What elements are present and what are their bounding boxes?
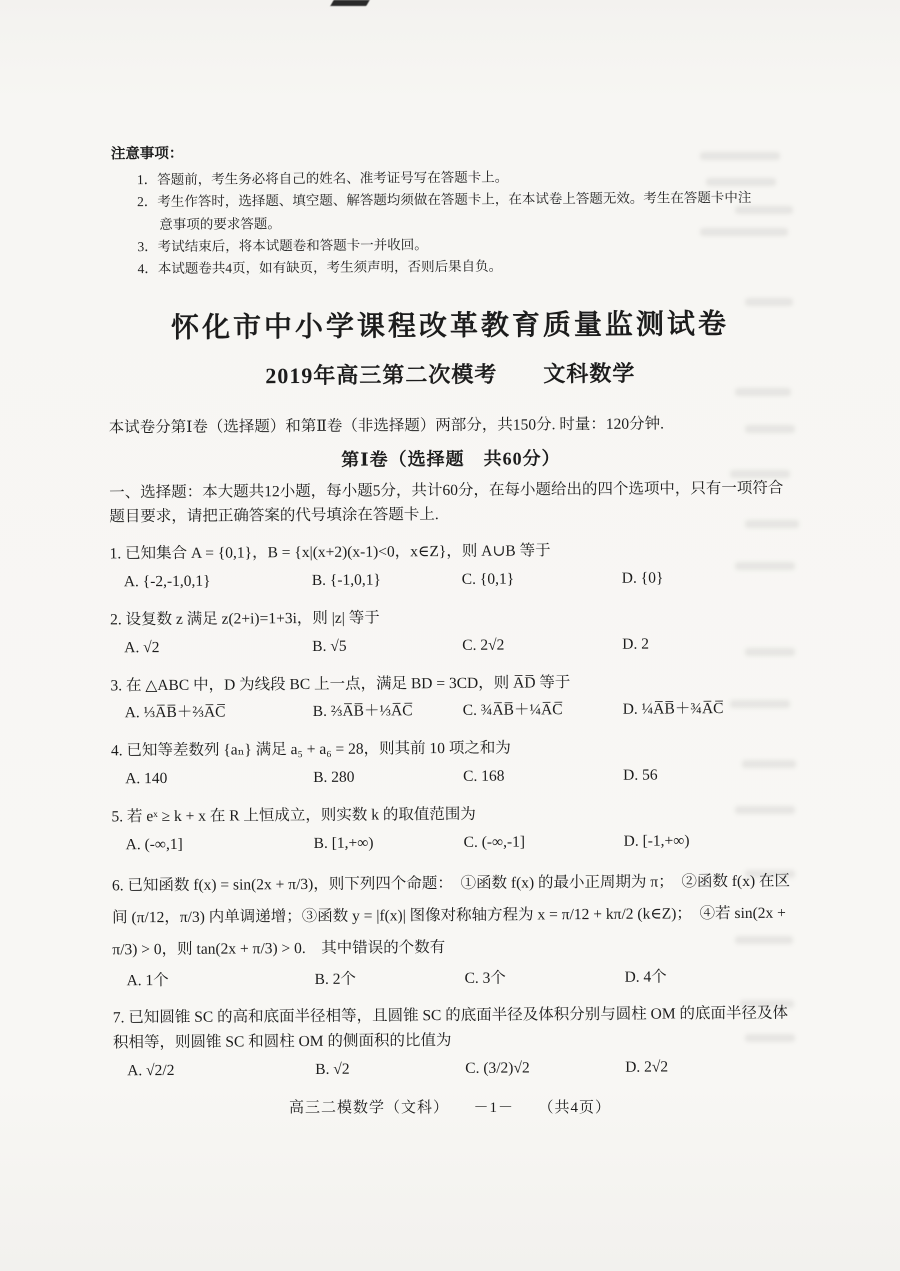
notice-item: 3．考试结束后，将本试题卷和答题卡一并收回。 <box>137 236 428 254</box>
option-b: B. 280 <box>313 768 355 786</box>
notice-items <box>137 165 758 281</box>
question-body: 设复数 z 满足 z(2+i)=1+3i，则 |z| 等于 <box>125 609 380 629</box>
question-5 <box>111 800 795 857</box>
question-options <box>126 828 796 857</box>
option-a: A. √2/2 <box>127 1061 175 1080</box>
intro-text: 本试卷分第Ⅰ卷（选择题）和第Ⅱ卷（非选择题）两部分，共150分. 时量：120分钟. <box>108 415 665 437</box>
notice-item: 1．答题前，考生务必将自己的姓名、准考证号写在答题卡上。 <box>136 169 509 188</box>
question-number: 3. <box>110 676 123 694</box>
question-options <box>126 964 796 993</box>
question-text <box>113 1002 797 1056</box>
question-number: 4. <box>110 742 123 760</box>
option-d: D. ¼A̅B̅＋¾A̅C̅ <box>622 700 724 719</box>
option-d: D. 4个 <box>624 968 667 986</box>
question-number: 2. <box>109 611 122 629</box>
option-a: A. {-2,-1,0,1} <box>123 572 211 591</box>
option-a: A. 1个 <box>126 971 169 989</box>
question-2 <box>110 604 794 661</box>
page-title: 怀化市中小学课程改革教育质量监测试卷 <box>170 309 730 345</box>
question-text <box>110 669 794 699</box>
option-d: D. 2 <box>622 635 649 653</box>
notice-item: 4．本试题卷共4页，如有缺页，考生须声明，否则后果自负。 <box>137 258 503 277</box>
question-text <box>111 735 795 765</box>
section-title: 第Ⅰ卷（选择题 共60分） <box>341 448 561 471</box>
option-d: D. {0} <box>621 569 664 587</box>
option-b: B. 2个 <box>314 970 356 988</box>
question-options <box>127 1055 797 1084</box>
option-c: C. (3/2)√2 <box>465 1059 530 1077</box>
option-d: D. [-1,+∞) <box>623 831 690 850</box>
question-1 <box>110 538 794 595</box>
option-b: B. ⅔A̅B̅＋⅓A̅C̅ <box>312 702 413 721</box>
option-a: A. √2 <box>124 638 160 657</box>
question-body: 在 △ABC 中，D 为线段 BC 上一点，满足 BD = 3CD，则 A̅D̅ 等于 <box>125 673 571 694</box>
question-text <box>110 604 794 634</box>
option-c: C. ¾A̅B̅＋¼A̅C̅ <box>462 701 563 720</box>
option-a: A. 140 <box>125 769 168 788</box>
instructions-text: 一、选择题：本大题共12小题，每小题5分，共计60分，在每小题给出的四个选项中，只有一项符合题目要求，请把正确答案的代号填涂在答题卡上. <box>109 480 784 526</box>
question-6 <box>112 866 797 994</box>
notice-item: 2．考生作答时，选择题、填空题、解答题均须做在答题卡上，在本试卷上答题无效。考生在答题卡中注意事项的要求答题。 <box>137 190 752 232</box>
question-options <box>124 566 794 595</box>
option-c: C. 2√2 <box>462 636 505 654</box>
question-number: 1. <box>109 545 122 563</box>
notice-title: 注意事项： <box>110 145 184 163</box>
option-c: C. 3个 <box>464 969 506 987</box>
option-b: B. {-1,0,1} <box>311 571 381 590</box>
question-text <box>112 866 797 966</box>
question-body: 已知函数 f(x) = sin(2x + π/3)，则下列四个命题： ①函数 f(x) 的最小正周期为 π； ②函数 f(x) 在区间 (π/12，π/3) 内单调递增；③函数 y = |f(x)| 图像对称轴方程为 x = π/12 + kπ/2 (k∈Z)； ④若 sin(2x + π/3) > 0，则 tan(2x + π/3) > 0. 其中错误的个数有 <box>112 872 791 959</box>
question-3 <box>110 669 794 726</box>
question-body: 已知圆锥 SC 的高和底面半径相等，且圆锥 SC 的底面半径及体积分别与圆柱 OM 的底面半径及体积相等，则圆锥 SC 和圆柱 OM 的侧面积的比值为 <box>112 1005 789 1052</box>
question-text <box>111 800 795 830</box>
question-body: 已知集合 A = {0,1}，B = {x|(x+2)(x-1)<0，x∈Z}，则 A∪B 等于 <box>125 542 551 563</box>
question-body: 已知等差数列 {aₙ} 满足 a₅ + a₆ = 28，则其前 10 项之和为 <box>126 739 511 760</box>
option-d: D. 2√2 <box>625 1058 669 1076</box>
option-c: C. 168 <box>463 767 505 785</box>
question-number: 6. <box>111 877 124 895</box>
question-options <box>125 697 795 726</box>
question-number: 5. <box>111 808 124 826</box>
question-body: 若 eˣ ≥ k + x 在 R 上恒成立，则实数 k 的取值范围为 <box>126 805 476 826</box>
option-a: A. ⅓A̅B̅＋⅔A̅C̅ <box>124 703 226 722</box>
option-c: C. {0,1} <box>461 570 515 589</box>
question-options <box>125 763 795 792</box>
question-options <box>124 631 794 660</box>
option-a: A. (-∞,1] <box>125 835 183 853</box>
option-c: C. (-∞,-1] <box>463 833 526 851</box>
option-b: B. √5 <box>312 637 347 655</box>
option-b: B. √2 <box>315 1060 350 1078</box>
question-7 <box>113 1002 798 1084</box>
question-4 <box>111 735 795 792</box>
page-subtitle: 2019年高三第二次模考 文科数学 <box>265 361 636 389</box>
question-text <box>110 538 794 568</box>
notice-section <box>107 138 792 281</box>
page-footer: 高三二模数学（文科） －1－ （共4页） <box>288 1100 611 1116</box>
option-d: D. 56 <box>623 766 658 784</box>
option-b: B. [1,+∞) <box>313 834 374 852</box>
question-number: 7. <box>112 1009 125 1027</box>
